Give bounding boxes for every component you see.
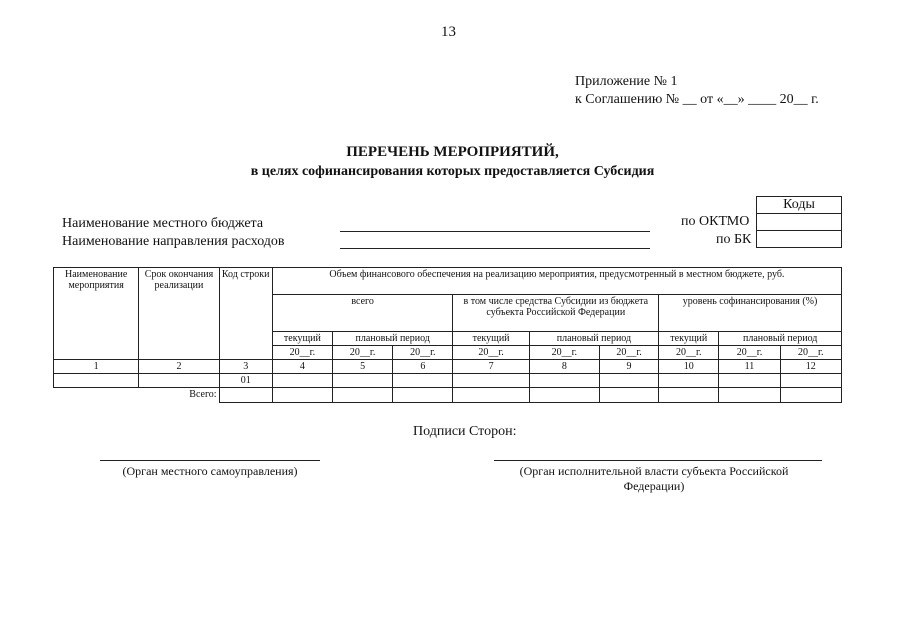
document-subtitle: в целях софинансирования которых предоставляется Субсидия	[250, 164, 655, 179]
codes-header: Коды	[757, 197, 842, 214]
table-cell	[780, 388, 841, 403]
header-year: 20__г.	[719, 346, 780, 360]
header-deadline: Срок окончания реализации	[139, 268, 219, 360]
table-cell	[659, 388, 719, 403]
table-cell	[659, 374, 719, 388]
page-number: 13	[441, 24, 456, 40]
budget-name-label: Наименование местного бюджета	[62, 216, 264, 231]
table-cell	[453, 374, 529, 388]
header-name: Наименование мероприятия	[54, 268, 139, 360]
table-cell	[393, 388, 453, 403]
table-cell	[780, 374, 841, 388]
oktmo-label: по ОКТМО	[681, 214, 750, 229]
column-number: 12	[780, 360, 841, 374]
header-year: 20__г.	[529, 346, 599, 360]
table-cell	[599, 388, 658, 403]
header-year: 20__г.	[599, 346, 658, 360]
table-cell	[54, 374, 139, 388]
table-cell	[529, 388, 599, 403]
header-current: текущий	[659, 332, 719, 346]
table-cell	[272, 374, 332, 388]
header-year: 20__г.	[453, 346, 529, 360]
header-planned: плановый период	[333, 332, 453, 346]
table-row	[54, 374, 842, 388]
direction-label: Наименование направления расходов	[62, 234, 285, 249]
header-code: Код строки	[219, 268, 272, 360]
header-year: 20__г.	[659, 346, 719, 360]
oktmo-code-cell	[757, 214, 842, 231]
table-cell	[599, 374, 658, 388]
right-signature-caption: (Орган исполнительной власти субъекта Российской Федерации)	[519, 464, 789, 493]
column-number: 2	[139, 360, 219, 374]
table-cell	[393, 374, 453, 388]
direction-line	[340, 248, 650, 249]
table-cell	[453, 388, 529, 403]
header-current: текущий	[453, 332, 529, 346]
column-number-row	[54, 360, 842, 374]
header-volume: Объем финансового обеспечения на реализацию мероприятия, предусмотренный в местном бюджете, руб.	[272, 268, 841, 295]
right-signature-line	[494, 460, 822, 461]
left-signature-line	[100, 460, 320, 461]
left-signature-caption: (Орган местного самоуправления)	[122, 464, 298, 478]
column-number: 11	[719, 360, 780, 374]
column-number: 10	[659, 360, 719, 374]
header-subsidy: в том числе средства Субсидии из бюджета субъекта Российской Федерации	[453, 295, 659, 332]
column-number: 1	[54, 360, 139, 374]
table-cell	[529, 374, 599, 388]
table-cell	[219, 388, 272, 403]
column-number: 6	[393, 360, 453, 374]
measures-table	[53, 267, 842, 403]
total-label: Всего:	[189, 389, 217, 400]
column-number: 7	[453, 360, 529, 374]
bk-code-cell	[757, 231, 842, 248]
budget-name-line	[340, 231, 650, 232]
header-planned: плановый период	[529, 332, 658, 346]
column-number: 5	[333, 360, 393, 374]
column-number: 4	[272, 360, 332, 374]
table-cell	[719, 374, 780, 388]
column-number: 3	[219, 360, 272, 374]
table-cell	[272, 388, 332, 403]
header-level: уровень софинансирования (%)	[659, 295, 842, 332]
header-current: текущий	[272, 332, 332, 346]
total-row	[54, 388, 842, 403]
table-cell	[333, 374, 393, 388]
row-code: 01	[219, 374, 272, 388]
table-cell	[719, 388, 780, 403]
header-planned: плановый период	[719, 332, 842, 346]
signatures-heading: Подписи Сторон:	[413, 424, 517, 439]
header-total: всего	[272, 295, 453, 332]
header-year: 20__г.	[393, 346, 453, 360]
appendix-line-2: к Соглашению № __ от «__» ____ 20__ г.	[575, 92, 819, 107]
appendix-line-1: Приложение № 1	[575, 74, 678, 89]
codes-table	[756, 196, 842, 248]
document-title: ПЕРЕЧЕНЬ МЕРОПРИЯТИЙ,	[346, 144, 559, 160]
bk-label: по БК	[716, 232, 752, 247]
header-year: 20__г.	[272, 346, 332, 360]
header-year: 20__г.	[333, 346, 393, 360]
table-cell	[139, 374, 219, 388]
header-year: 20__г.	[780, 346, 841, 360]
table-cell	[333, 388, 393, 403]
column-number: 8	[529, 360, 599, 374]
column-number: 9	[599, 360, 658, 374]
